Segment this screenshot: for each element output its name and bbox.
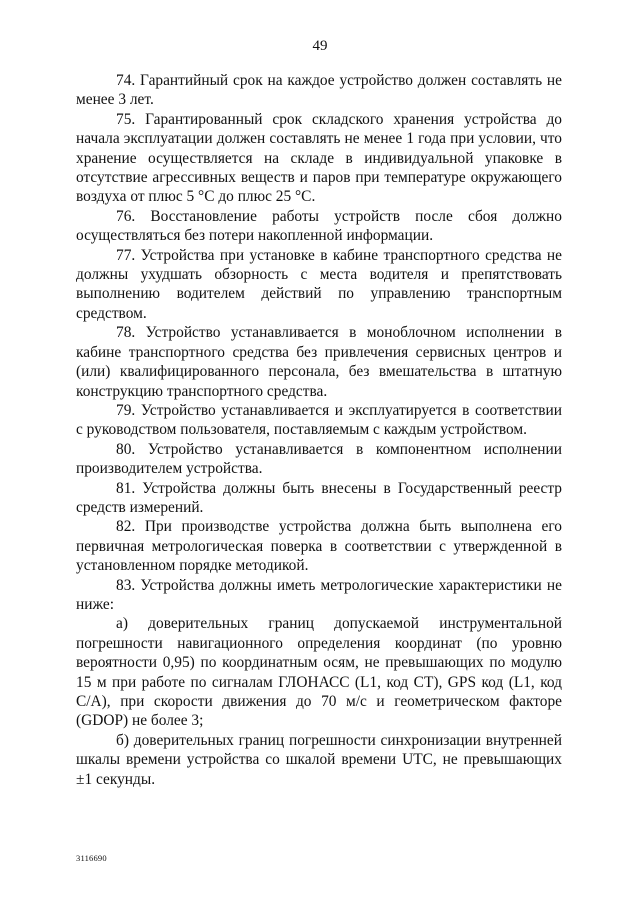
paragraph-77: 77. Устройства при установке в кабине транспортного средства не должны ухудшать обзорность с места водителя и препятствовать выполнению водителем действий по управлению транспортным средством. — [76, 246, 562, 322]
paragraph-81: 81. Устройства должны быть внесены в Государственный реестр средств измерений. — [76, 479, 562, 516]
list-item-a: а) доверительных границ допускаемой инструментальной погрешности навигационного определения координат (по уровню вероятности 0,95) по координатным осям, не превышающих по модулю 15 м при работе по сигналам ГЛОНАСС (L1, код СТ), GPS код (L1, код C/A), при скорости движения до 70 м/с и геометрическом факторе (GDOP) не более 3; — [76, 615, 562, 730]
list-item-b: б) доверительных границ погрешности синхронизации внутренней шкалы времени устройства со шкалой времени UTC, не превышающих ±1 секунды. — [76, 731, 562, 788]
document-code: 3116690 — [76, 853, 107, 863]
page-number: 49 — [312, 38, 328, 54]
paragraph-80: 80. Устройство устанавливается в компонентном исполнении производителем устройства. — [76, 440, 562, 478]
paragraph-76: 76. Восстановление работы устройств после сбоя должно осуществляться без потери накопленной информации. — [76, 207, 562, 245]
paragraph-79: 79. Устройство устанавливается и эксплуатируется в соответствии с руководством пользователя, поставляемым с каждым устройством. — [76, 401, 562, 439]
paragraph-82: 82. При производстве устройства должна быть выполнена его первичная метрологическая поверка в соответствии с утвержденной в установленном порядке методикой. — [76, 518, 562, 575]
paragraph-78: 78. Устройство устанавливается в моноблочном исполнении в кабине транспортного средства без привлечения сервисных центров и (или) квалифицированного персонала, без вмешательства в штатную конструкцию транспортного средства. — [76, 324, 562, 400]
document-body — [76, 71, 562, 789]
paragraph-83: 83. Устройства должны иметь метрологические характеристики не ниже: — [76, 576, 562, 613]
paragraph-74: 74. Гарантийный срок на каждое устройство должен составлять не менее 3 лет. — [76, 72, 562, 109]
paragraph-75: 75. Гарантированный срок складского хранения устройства до начала эксплуатации должен составлять не менее 1 года при условии, что хранение осуществляется на складе в индивидуальной упаковке в отсутствие агрессивных веществ и паров при температуре окружающего воздуха от плюс 5 °С до плюс 25 °С. — [76, 110, 562, 206]
